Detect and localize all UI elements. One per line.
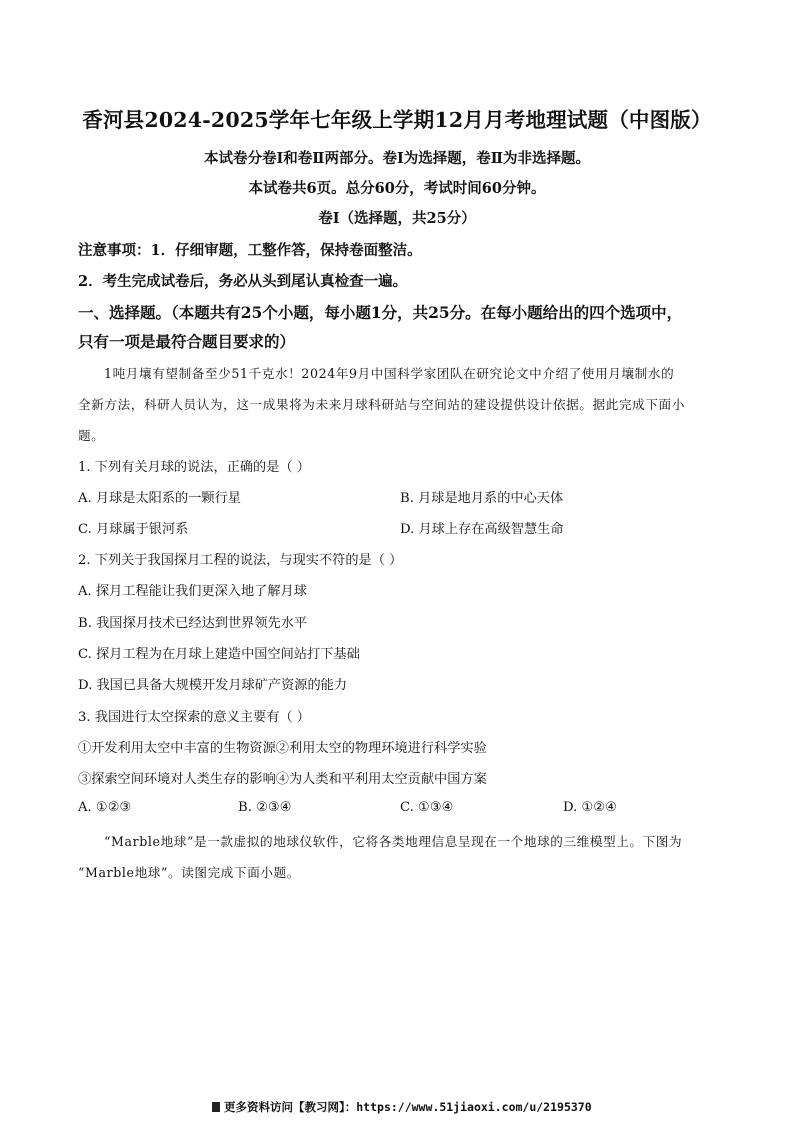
- q1-option-d: D. 月球上存在高级智慧生命: [400, 522, 564, 537]
- volume-heading: 卷Ⅰ（选择题，共25分）: [318, 210, 476, 227]
- passage2-line1: “Marble地球”是一款虚拟的地球仪软件，它将各类地理信息呈现在一个地球的三维模型上。下图为: [104, 834, 683, 849]
- q3-option-c: C. ①③④: [400, 800, 454, 815]
- q3-option-a: A. ①②③: [78, 800, 132, 815]
- q1-option-c: C. 月球属于银河系: [78, 522, 189, 537]
- exam-title: 香河县2024-2025学年七年级上学期12月月考地理试题（中图版）: [82, 108, 712, 132]
- q3-option-d: D. ①②④: [563, 800, 617, 815]
- notice-2: 2．考生完成试卷后，务必从头到尾认真检查一遍。: [78, 273, 408, 290]
- q1-option-a: A. 月球是太阳系的一颗行星: [78, 491, 241, 506]
- passage1-line3: 题。: [78, 428, 105, 443]
- q3-stem: 3. 我国进行太空探索的意义主要有（ ）: [78, 710, 310, 725]
- exam-structure-line: 本试卷分卷Ⅰ和卷Ⅱ两部分。卷Ⅰ为选择题，卷Ⅱ为非选择题。: [203, 150, 590, 167]
- passage1-line2: 全新方法，科研人员认为，这一成果将为未来月球科研站与空间站的建设提供设计依据。据此完成下面小: [78, 397, 685, 412]
- section-heading-line2: 只有一项是最符合题目要求的）: [78, 332, 296, 351]
- passage2-line2: “Marble地球”。读图完成下面小题。: [78, 865, 300, 880]
- q3-statements-2: ③探索空间环境对人类生存的影响④为人类和平利用太空贡献中国方案: [78, 772, 487, 787]
- footer-link[interactable]: 更多资料访问【教习网】：https://www.51jiaoxi.com/u/2195370: [224, 1100, 592, 1114]
- section-heading-line1: 一、选择题。（本题共有25个小题，每小题1分，共25分。在每小题给出的四个选项中，: [78, 303, 683, 322]
- q2-option-b: B. 我国探月技术已经达到世界领先水平: [78, 616, 308, 631]
- q2-option-c: C. 探月工程为在月球上建造中国空间站打下基础: [78, 647, 360, 662]
- footer: [212, 1099, 592, 1115]
- q2-option-a: A. 探月工程能让我们更深入地了解月球: [78, 584, 307, 599]
- flag-icon: [212, 1102, 220, 1112]
- exam-info-line: 本试卷共6页。总分60分，考试时间60分钟。: [248, 180, 546, 197]
- passage1-line1: 1吨月壤有望制备至少51千克水！2024年9月中国科学家团队在研究论文中介绍了使用月壤制水的: [104, 366, 675, 381]
- q1-stem: 1. 下列有关月球的说法，正确的是（ ）: [78, 460, 310, 475]
- q3-option-b: B. ②③④: [238, 800, 292, 815]
- notice-1: 注意事项：1．仔细审题，工整作答，保持卷面整洁。: [78, 242, 422, 259]
- q1-option-b: B. 月球是地月系的中心天体: [400, 491, 564, 506]
- q2-option-d: D. 我国已具备大规模开发月球矿产资源的能力: [78, 678, 348, 693]
- q3-statements-1: ①开发利用太空中丰富的生物资源②利用太空的物理环境进行科学实验: [78, 741, 487, 756]
- q2-stem: 2. 下列关于我国探月工程的说法，与现实不符的是（ ）: [78, 553, 403, 568]
